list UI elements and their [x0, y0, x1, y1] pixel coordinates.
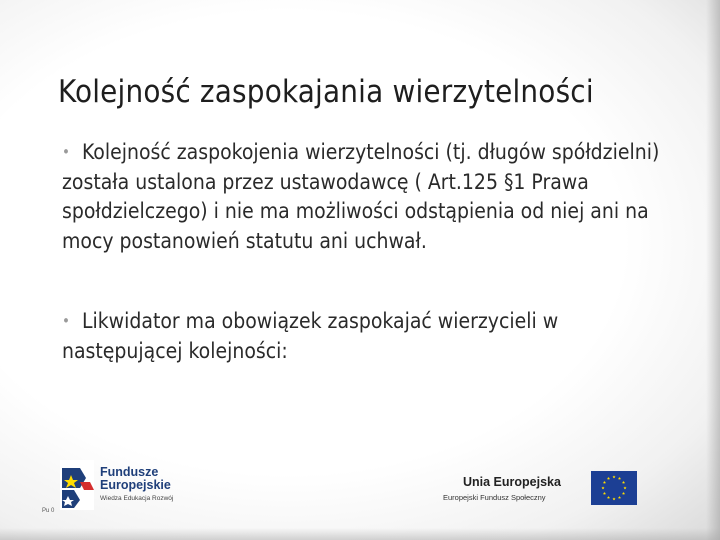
slide-edge-shadow-right: [706, 0, 720, 540]
fundusze-europejskie-logo: [60, 458, 190, 512]
fe-logo-line1: Fundusze: [100, 465, 159, 479]
fe-logo-line2: Europejskie: [100, 478, 171, 492]
bullet-item-1: [62, 138, 682, 256]
fe-logo-line3: Wiedza Edukacja Rozwój: [100, 495, 174, 502]
ue-logo-line1: Unia Europejska: [463, 474, 561, 489]
footer-small-text: Pu 0: [42, 508, 55, 514]
bullet-dot-icon: •: [62, 143, 70, 161]
fe-logo-text: [100, 466, 173, 504]
slide-title: Kolejność zaspokajania wierzytelności: [58, 74, 594, 110]
unia-europejska-logo: [443, 466, 638, 510]
slide-edge-shadow-bottom: [0, 528, 720, 540]
bullet-text-1: Kolejność zaspokojenia wierzytelności (tj. długów spółdzielni) została ustalona przez ustawodawcę ( Art.125 §1 Prawa społdzielczego) i nie ma możliwości odstąpienia od niej ani na mocy postanowień statutu ani uchwał.: [62, 140, 660, 253]
bullet-dot-icon: •: [62, 312, 70, 330]
ue-logo-line2: Europejski Fundusz Społeczny: [443, 492, 546, 502]
bullet-item-2: [62, 307, 682, 366]
eu-flag-icon: [591, 471, 637, 505]
bullet-text-2: Likwidator ma obowiązek zaspokajać wierzycieli w następującej kolejności:: [62, 309, 559, 363]
european-funds-star-icon: [60, 460, 94, 510]
ue-logo-text: [443, 475, 583, 502]
